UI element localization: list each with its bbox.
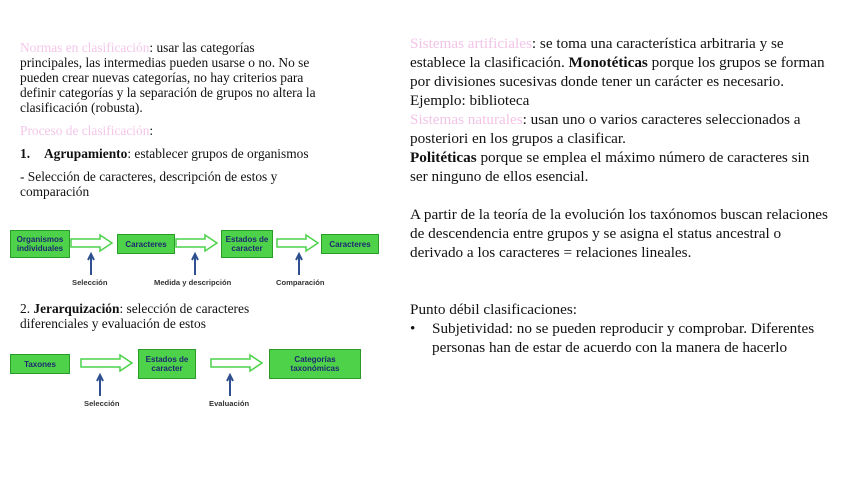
box-estados-2: Estados de caracter [138,349,196,379]
arrow-up-comparacion [295,253,303,275]
arrow-right-4 [80,355,134,371]
label-evaluacion: Evaluación [209,399,250,408]
label-seleccion-1: Selección [72,278,108,287]
politeticas-paragraph [410,148,830,186]
item2-number: 2. [20,301,34,316]
arrow-right-5 [210,355,264,371]
artificiales-paragraph [410,34,830,110]
diagram-agrupamiento [10,230,380,290]
artificiales-text: : se toma una característica arbitraria y se establece la clasificación. [410,35,784,71]
arrow-up-seleccion [87,253,95,275]
naturales-title: Sistemas naturales [410,111,523,128]
item2-bold: Jerarquización [33,301,120,316]
label-medida: Medida y descripción [154,278,232,287]
box-taxones: Taxones [10,354,70,374]
right-column [410,34,830,357]
item-jerarquizacion [20,301,320,331]
bullet-marker: • [410,320,416,337]
item1-bold: Agrupamiento [44,146,128,161]
proceso-title: Proceso de clasificación [20,123,150,138]
arrow-right-2 [175,235,219,251]
punto-debil-heading: Punto débil clasificaciones: [410,301,578,318]
label-seleccion-2: Selección [84,399,120,408]
left-column [20,40,320,199]
monoteticas-text: porque los grupos se forman por divisiones sucesivas donde tener un carácter es necesario. Ejemplo: biblioteca [410,54,825,109]
box-caracteres-1: Caracteres [117,234,175,254]
box-caracteres-2: Caracteres [321,234,379,254]
politeticas-bold: Politéticas [410,149,477,166]
monoteticas-bold: Monotéticas [568,54,648,71]
item2-paragraph [20,301,320,331]
arrow-up-evaluacion [226,374,234,396]
normas-title: Normas en clasificación [20,40,150,55]
normas-text: : usar las categorías principales, las intermedias pueden usarse o no. No se pueden crear nuevas categorías, no hay criterios para definir categorías y la separación de grupos no altera la clasificación (robusta). [20,40,316,115]
box-categorias: Categorías taxonómicas [269,349,361,379]
bullet-text: Subjetividad: no se pueden reproducir y comprobar. Diferentes personas han de estar de acuerdo con la manera de hacerlo [432,320,815,356]
arrow-up-medida [191,253,199,275]
politeticas-text: porque se emplea el máximo número de caracteres sin ser ninguno de ellos esencial. [410,149,810,185]
arrow-up-seleccion-2 [96,374,104,396]
item1-text: : establecer grupos de organismos [127,146,309,161]
arrow-right-3 [276,235,320,251]
item2-text: : selección de caracteres diferenciales y evaluación de estos [20,301,250,331]
proceso-colon: : [149,123,154,138]
diagram-jerarquizacion [10,349,370,409]
naturales-paragraph [410,110,830,148]
naturales-text: : usan uno o varios caracteres seleccionados a posteriori en los grupos a clasificar. [410,111,801,147]
arrow-right-1 [70,235,114,251]
item-agrupamiento [20,146,320,161]
box-organismos: Organismos individuales [10,230,70,258]
proceso-heading [20,123,320,138]
bullet-subjetividad [410,319,830,357]
item1-content [44,146,309,161]
item1-number: 1. [20,146,31,161]
normas-paragraph [20,40,320,115]
seleccion-text: - Selección de caracteres, descripción de estos y comparación [20,169,278,199]
evolucion-paragraph: A partir de la teoría de la evolución los taxónomos buscan relaciones de descendencia entre grupos y se asigna el status ancestral o derivado a los caracteres = relaciones lineales. [410,206,828,261]
artificiales-title: Sistemas artificiales [410,35,532,52]
label-comparacion: Comparación [276,278,325,287]
box-estados: Estados de caracter [221,230,273,258]
